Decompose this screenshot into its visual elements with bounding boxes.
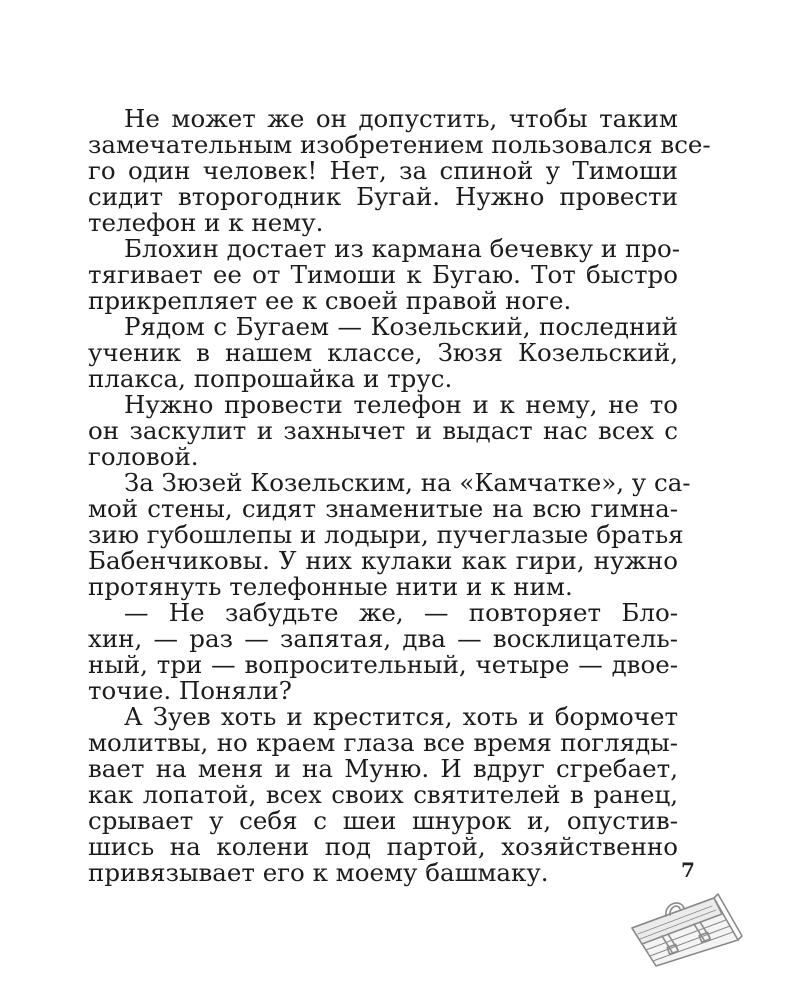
text-line: За Зюзей Козельским, на «Камчатке», у са- xyxy=(124,468,691,497)
text-block xyxy=(88,104,711,887)
text-line: Блохин достает из кармана бечевку и про- xyxy=(124,234,681,263)
text-line: телефон и к нему. xyxy=(88,208,324,237)
text-line: точие. Поняли? xyxy=(88,676,292,705)
paragraph xyxy=(88,104,711,237)
text-line: как лопатой, всех своих святителей в ранец, xyxy=(88,780,678,809)
text-line: прикрепляет ее к своей правой ноге. xyxy=(88,286,572,315)
text-line: Нужно провести телефон и к нему, не то xyxy=(124,390,678,419)
text-line: вает на меня и на Муню. И вдруг сгребает, xyxy=(88,754,678,783)
text-line: зию губошлепы и лодыри, пучеглазые братья xyxy=(88,520,684,549)
paragraph xyxy=(88,704,678,886)
paragraph xyxy=(88,468,691,601)
text-line: Не может же он допустить, чтобы таким xyxy=(124,104,678,133)
text-line: привязывает его к моему башмаку. xyxy=(88,858,549,887)
school-satchel-icon xyxy=(622,890,752,970)
text-line: мой стены, сидят знаменитые на всю гимна- xyxy=(88,494,678,523)
page-number: 7 xyxy=(681,858,695,882)
text-line: плакса, попрошайка и трус. xyxy=(88,364,453,393)
paragraph xyxy=(88,314,678,392)
text-line: сидит второгодник Бугай. Нужно провести xyxy=(88,182,678,211)
paragraph xyxy=(88,234,681,315)
text-line: ученик в нашем классе, Зюзя Козельский, xyxy=(88,338,678,367)
text-line: протянуть телефонные нити и к ним. xyxy=(88,572,573,601)
paragraph xyxy=(88,600,678,704)
text-line: ный, три — вопросительный, четыре — двое- xyxy=(88,650,678,679)
text-line: тягивает ее от Тимоши к Бугаю. Тот быстро xyxy=(88,260,678,289)
text-line: молитвы, но краем глаза все время погляды- xyxy=(88,728,678,757)
text-line: срывает у себя с шеи шнурок и, опустив- xyxy=(88,806,678,835)
text-line: шись на колени под партой, хозяйственно xyxy=(88,832,678,861)
text-line: головой. xyxy=(88,442,199,471)
text-line: хин, — раз — запятая, два — восклицатель- xyxy=(88,624,678,653)
text-line: А Зуев хоть и крестится, хоть и бормочет xyxy=(124,702,678,731)
text-line: Рядом с Бугаем — Козельский, последний xyxy=(124,312,678,341)
text-line: Бабенчиковы. У них кулаки как гири, нужно xyxy=(88,546,678,575)
text-line: го один человек! Нет, за спиной у Тимоши xyxy=(88,156,678,185)
text-line: замечательным изобретением пользовался все- xyxy=(88,130,711,159)
text-line: он заскулит и захнычет и выдаст нас всех с xyxy=(88,416,678,445)
text-line: — Не забудьте же, — повторяет Бло- xyxy=(124,598,678,627)
paragraph xyxy=(88,392,678,470)
